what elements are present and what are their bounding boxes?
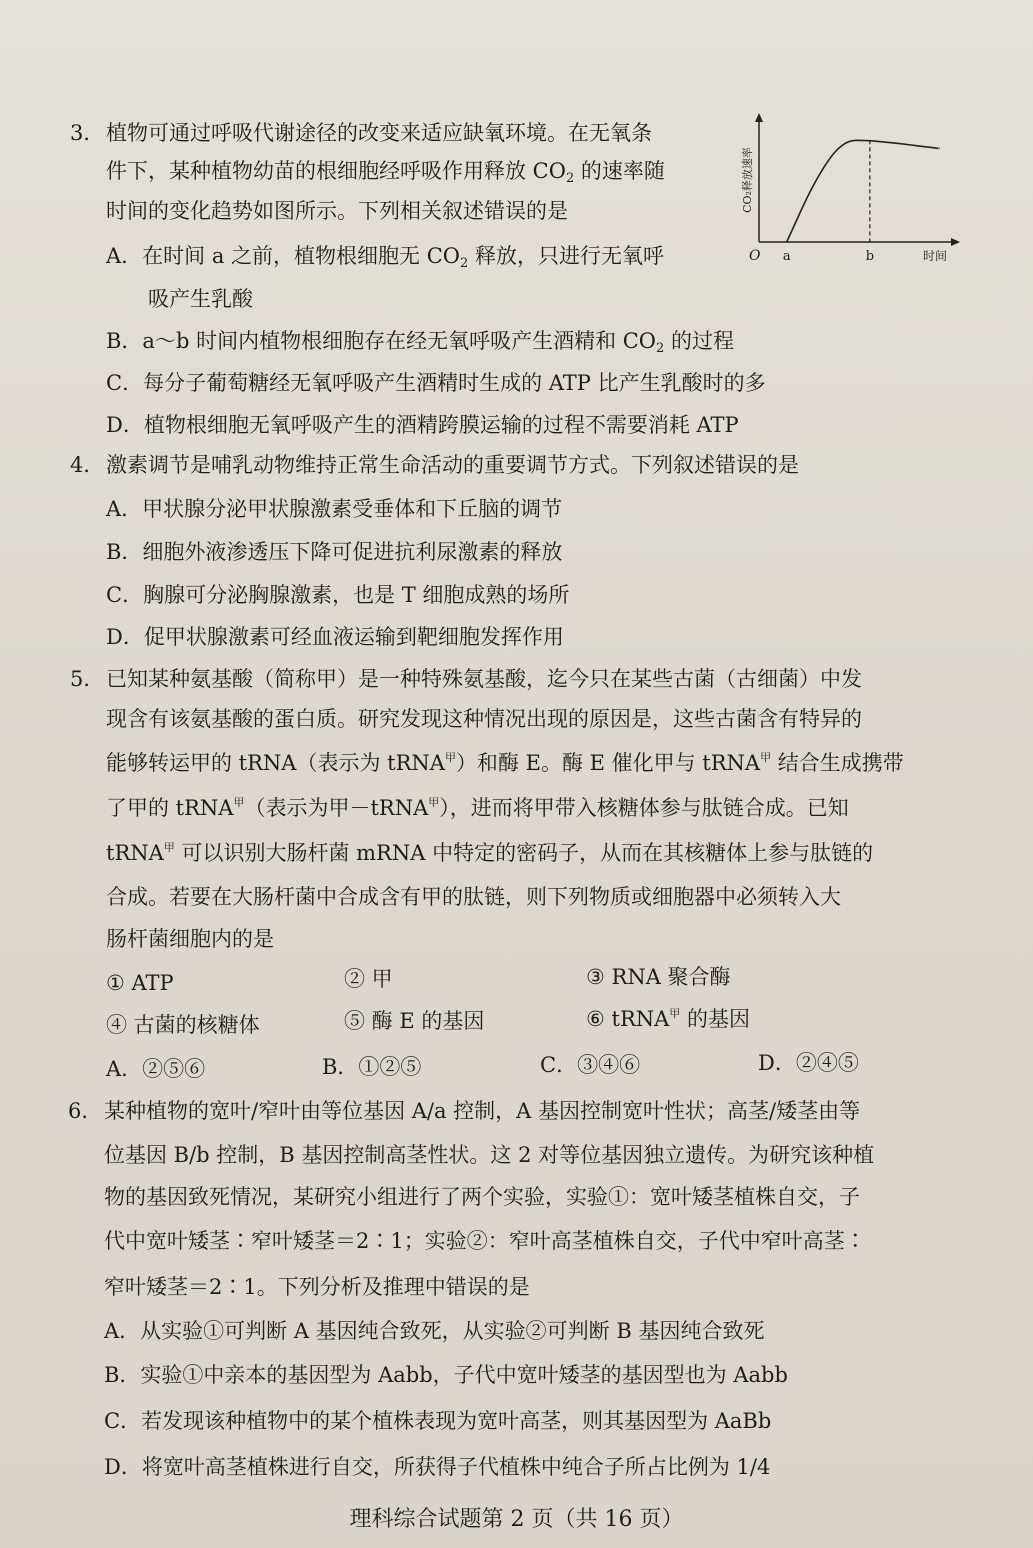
q4-number: 4． bbox=[70, 453, 105, 477]
q5-stem-line6: 合成。若要在大肠杆菌中合成含有甲的肽链，则下列物质或细胞器中必须转入大 bbox=[106, 885, 841, 909]
q3-option-c: C．每分子葡萄糖经无氧呼吸产生酒精时生成的 ATP 比产生乳酸时的多 bbox=[106, 371, 766, 395]
q3-option-a-cont: 吸产生乳酸 bbox=[148, 287, 253, 311]
q4-option-b: B．细胞外液渗透压下降可促进抗利尿激素的释放 bbox=[106, 540, 563, 564]
q6-stem-line2: 位基因 B/b 控制，B 基因控制高茎性状。这 2 对等位基因独立遗传。为研究该种植 bbox=[104, 1143, 875, 1167]
q5-stem-line2: 现含有该氨基酸的蛋白质。研究发现这种情况出现的原因是，这些古菌含有特异的 bbox=[106, 707, 862, 731]
q4-stem: 激素调节是哺乳动物维持正常生命活动的重要调节方式。下列叙述错误的是 bbox=[106, 453, 799, 477]
q6-option-a: A．从实验①可判断 A 基因纯合致死，从实验②可判断 B 基因纯合致死 bbox=[104, 1319, 765, 1343]
q6-stem-line4: 代中宽叶矮茎∶窄叶矮茎＝2∶1；实验②：窄叶高茎植株自交，子代中窄叶高茎∶ bbox=[104, 1229, 866, 1253]
q6-option-b: B．实验①中亲本的基因型为 Aabb，子代中宽叶矮茎的基因型也为 Aabb bbox=[104, 1363, 788, 1387]
chart-origin: O bbox=[749, 248, 761, 264]
q5-number: 5． bbox=[70, 667, 105, 691]
q5-item-4: ④ 古菌的核糖体 bbox=[106, 1013, 260, 1037]
q5-stem-line7: 肠杆菌细胞内的是 bbox=[106, 927, 274, 951]
q6-stem-line3: 物的基因致死情况，某研究小组进行了两个实验，实验①：宽叶矮茎植株自交，子 bbox=[104, 1185, 860, 1209]
q3-number: 3． bbox=[70, 121, 105, 145]
q5-option-c: C．③④⑥ bbox=[540, 1053, 641, 1077]
co2-curve bbox=[787, 140, 939, 242]
y-axis-arrow bbox=[755, 113, 763, 122]
q6-number: 6． bbox=[68, 1099, 103, 1123]
q5-stem-line4: 了甲的 tRNA$^甲$（表示为甲－tRNA$^甲$），进而将甲带入核糖体参与肽链合成。已知 bbox=[106, 796, 849, 820]
q6-option-c: C．若发现该种植物中的某个植株表现为宽叶高茎，则其基因型为 AaBb bbox=[104, 1409, 772, 1433]
chart-xlabel: 时间 bbox=[923, 249, 948, 263]
chart-tick-a: a bbox=[782, 249, 791, 264]
q5-stem-line1: 已知某种氨基酸（简称甲）是一种特殊氨基酸，迄今只在某些古菌（古细菌）中发 bbox=[106, 667, 862, 691]
q5-item-1: ① ATP bbox=[106, 971, 174, 995]
q5-item-2: ② 甲 bbox=[344, 967, 393, 991]
q6-stem-line1: 某种植物的宽叶/窄叶由等位基因 A/a 控制，A 基因控制宽叶性状；高茎/矮茎由等 bbox=[104, 1099, 861, 1123]
q3-option-d: D．植物根细胞无氧呼吸产生的酒精跨膜运输的过程不需要消耗 ATP bbox=[106, 413, 739, 437]
q3-stem-line3: 时间的变化趋势如图所示。下列相关叙述错误的是 bbox=[106, 199, 568, 223]
q5-stem-line5: tRNA$^甲$ 可以识别大肠杆菌 mRNA 中特定的密码子，从而在其核糖体上参与肽链的 bbox=[106, 841, 874, 865]
q3-stem-line2: 件下，某种植物幼苗的根细胞经呼吸作用释放 $CO_2$ 的速率随 bbox=[106, 159, 665, 186]
page-footer: 理科综合试题第 2 页（共 16 页） bbox=[349, 1507, 684, 1532]
q5-item-5: ⑤ 酶 E 的基因 bbox=[344, 1009, 485, 1033]
q3-option-b: B．a～b 时间内植物根细胞存在经无氧呼吸产生酒精和 $CO_2$ 的过程 bbox=[106, 329, 734, 356]
q5-option-d: D．②④⑤ bbox=[758, 1051, 859, 1075]
q6-stem-line5: 窄叶矮茎＝2∶1。下列分析及推理中错误的是 bbox=[104, 1275, 530, 1299]
q5-item-6: ⑥ tRNA$^甲$ 的基因 bbox=[586, 1007, 750, 1031]
x-axis-arrow bbox=[951, 238, 960, 246]
q3-option-a: A．在时间 a 之前，植物根细胞无 $CO_2$ 释放，只进行无氧呼 bbox=[106, 244, 664, 271]
chart-tick-b: b bbox=[865, 249, 875, 264]
q5-stem-line3: 能够转运甲的 tRNA（表示为 tRNA$^甲$）和酶 E。酶 E 催化甲与 tRNA$^甲$ 结合生成携带 bbox=[106, 751, 904, 775]
q3-stem-line1: 植物可通过呼吸代谢途径的改变来适应缺氧环境。在无氧条 bbox=[106, 121, 652, 145]
q5-option-a: A．②⑤⑥ bbox=[106, 1057, 206, 1081]
q4-option-c: C．胸腺可分泌胸腺激素，也是 T 细胞成熟的场所 bbox=[106, 583, 570, 607]
q5-option-b: B．①②⑤ bbox=[322, 1055, 422, 1079]
q5-item-3: ③ RNA 聚合酶 bbox=[586, 965, 731, 989]
co2-release-chart bbox=[725, 110, 965, 270]
chart-ylabel: CO₂释放速率 bbox=[741, 147, 754, 213]
q4-option-d: D．促甲状腺激素可经血液运输到靶细胞发挥作用 bbox=[106, 625, 564, 649]
q6-option-d: D．将宽叶高茎植株进行自交，所获得子代植株中纯合子所占比例为 1/4 bbox=[104, 1455, 771, 1479]
q4-option-a: A．甲状腺分泌甲状腺激素受垂体和下丘脑的调节 bbox=[106, 497, 563, 521]
